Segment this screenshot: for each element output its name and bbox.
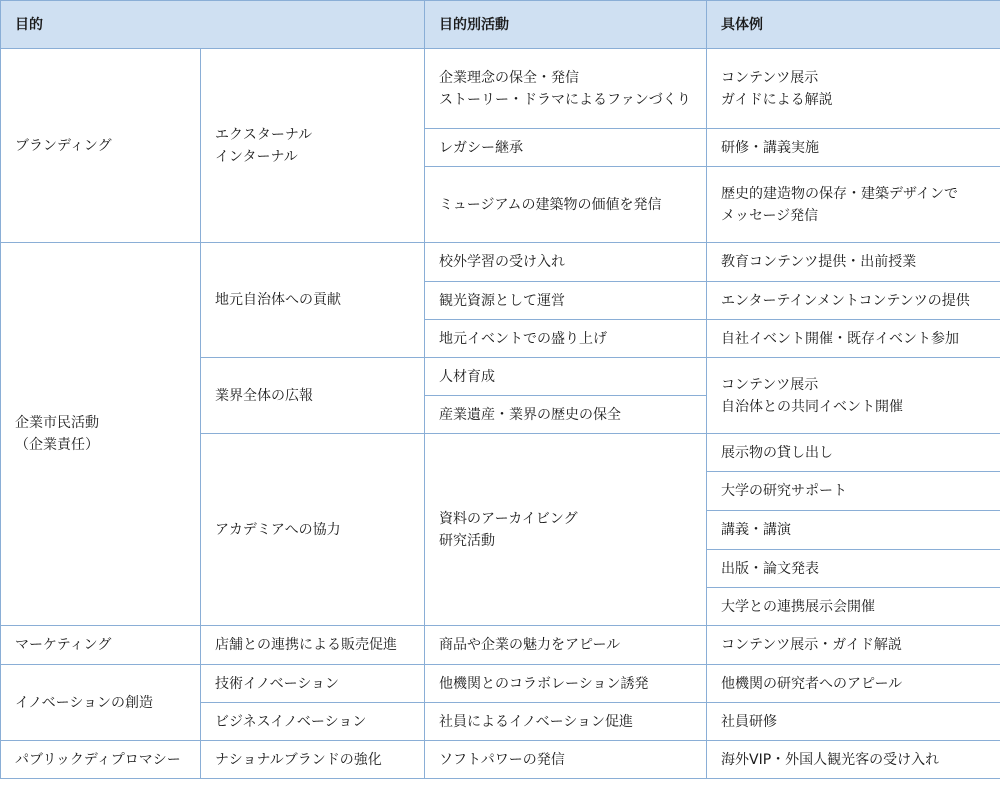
example-cell: コンテンツ展示 自治体との共同イベント開催 [707,358,1000,434]
header-purpose: 目的 [1,1,425,49]
subpurpose-cell: 店舗との連携による販売促進 [201,626,425,665]
activity-cell: レガシー継承 [425,129,707,167]
activity-cell: 資料のアーカイビング 研究活動 [425,434,707,626]
example-cell: 社員研修 [707,703,1000,741]
table-row [1,49,1000,129]
example-cell: エンターテインメントコンテンツの提供 [707,282,1000,320]
header-activity: 目的別活動 [425,1,707,49]
example-cell: 講義・講演 [707,511,1000,550]
example-cell: コンテンツ展示 ガイドによる解説 [707,49,1000,129]
table-row [1,243,1000,282]
example-cell: コンテンツ展示・ガイド解説 [707,626,1000,665]
example-cell: 歴史的建造物の保存・建築デザインで メッセージ発信 [707,167,1000,243]
activity-cell: 人材育成 [425,358,707,396]
subpurpose-cell: ビジネスイノベーション [201,703,425,741]
example-cell: 自社イベント開催・既存イベント参加 [707,320,1000,358]
activity-cell: 社員によるイノベーション促進 [425,703,707,741]
purpose-cell: パブリックディプロマシー [1,741,201,779]
example-cell: 研修・講義実施 [707,129,1000,167]
purpose-cell: ブランディング [1,49,201,243]
activity-cell: 商品や企業の魅力をアピール [425,626,707,665]
activity-cell: 他機関とのコラボレーション誘発 [425,665,707,703]
example-cell: 大学の研究サポート [707,472,1000,511]
table-row [1,741,1000,779]
activity-cell: ミュージアムの建築物の価値を発信 [425,167,707,243]
header-row [1,1,1000,49]
purpose-cell: マーケティング [1,626,201,665]
purpose-cell: 企業市民活動 （企業責任） [1,243,201,626]
activity-cell: 観光資源として運営 [425,282,707,320]
table-row [1,626,1000,665]
activity-cell: ソフトパワーの発信 [425,741,707,779]
table-row [1,665,1000,703]
purpose-cell: イノベーションの創造 [1,665,201,741]
subpurpose-cell: 地元自治体への貢献 [201,243,425,358]
activity-cell: 企業理念の保全・発信 ストーリー・ドラマによるファンづくり [425,49,707,129]
subpurpose-cell: 技術イノベーション [201,665,425,703]
subpurpose-cell: アカデミアへの協力 [201,434,425,626]
example-cell: 大学との連携展示会開催 [707,588,1000,626]
example-cell: 教育コンテンツ提供・出前授業 [707,243,1000,282]
header-example: 具体例 [707,1,1000,49]
subpurpose-cell: エクスターナル インターナル [201,49,425,243]
example-cell: 出版・論文発表 [707,550,1000,588]
example-cell: 海外VIP・外国人観光客の受け入れ [707,741,1000,779]
activity-cell: 地元イベントでの盛り上げ [425,320,707,358]
subpurpose-cell: ナショナルブランドの強化 [201,741,425,779]
activity-cell: 産業遺産・業界の歴史の保全 [425,396,707,434]
subpurpose-cell: 業界全体の広報 [201,358,425,434]
example-cell: 他機関の研究者へのアピール [707,665,1000,703]
example-cell: 展示物の貸し出し [707,434,1000,472]
activity-cell: 校外学習の受け入れ [425,243,707,282]
